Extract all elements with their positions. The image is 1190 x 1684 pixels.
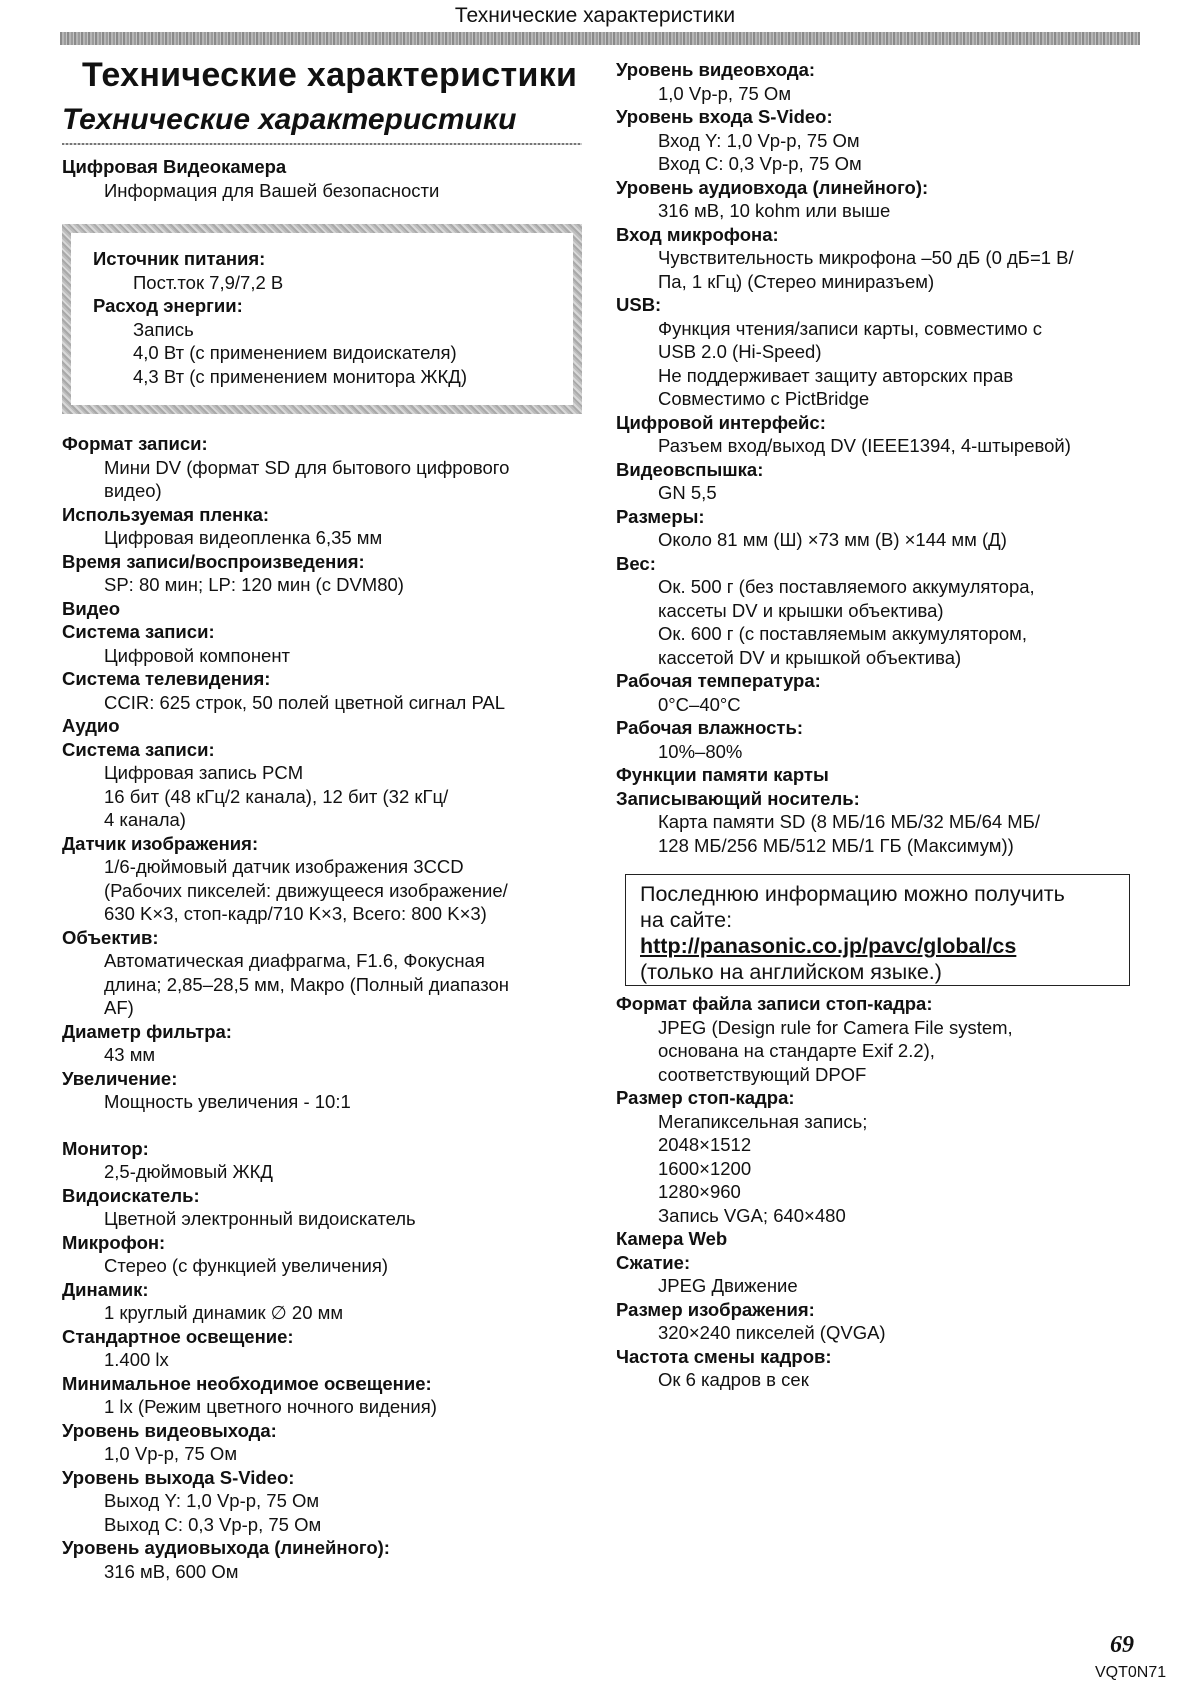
consumption-label: Расход энергии:: [93, 295, 243, 316]
spacer: [62, 1114, 592, 1137]
spec-label: Объектив:: [62, 926, 159, 948]
spec-value: 0°C–40°C: [658, 693, 741, 715]
spec-label: Размеры:: [616, 505, 705, 527]
section-heading: Видео: [62, 597, 121, 619]
spec-value: JPEG Движение: [658, 1275, 798, 1296]
spec-value: 1/6-дюймовый датчик изображения 3CCD: [104, 856, 464, 877]
document-code: VQT0N71: [1095, 1664, 1167, 1681]
spec-value: 1600×1200: [658, 1157, 752, 1179]
spec-value: Карта памяти SD (8 МБ/16 МБ/32 МБ/64 МБ/: [658, 811, 1040, 832]
spec-value: 320×240 пикселей (QVGA): [658, 1322, 886, 1343]
spec-label: Динамик:: [62, 1278, 149, 1300]
spec-value: Выход Y: 1,0 Vp-p, 75 Ом: [104, 1490, 320, 1511]
info-line: (только на английском языке.): [640, 960, 942, 984]
spec-value: Мегапиксельная запись;: [658, 1110, 868, 1132]
spec-label: Видоискатель:: [62, 1184, 200, 1206]
spec-label: Минимальное необходимое освещение:: [62, 1372, 432, 1394]
spec-value: Функция чтения/записи карты, совместимо с: [658, 317, 1043, 339]
spec-value: 1.400 lx: [104, 1349, 169, 1370]
spec-label: Диаметр фильтра:: [62, 1020, 232, 1042]
spec-value: Совместимо с PictBridge: [658, 388, 870, 409]
spec-label: Вход микрофона:: [616, 223, 779, 245]
spec-label: Уровень входа S-Video:: [616, 106, 833, 127]
spec-value: Па, 1 кГц) (Стерео миниразъем): [658, 270, 935, 292]
spec-value: Разъем вход/выход DV (IEEE1394, 4-штыревой): [658, 435, 1071, 456]
page-number: 69: [1110, 1632, 1134, 1658]
spec-label: Система телевидения:: [62, 668, 271, 689]
spec-value: Мини DV (формат SD для бытового цифрового: [104, 456, 510, 478]
info-line: Последнюю информацию можно получить: [640, 882, 1065, 906]
spec-value: 2,5-дюймовый ЖКД: [104, 1161, 273, 1182]
spec-label: Используемая пленка:: [62, 503, 270, 525]
spec-value: USB 2.0 (Hi-Speed): [658, 341, 822, 362]
spec-value: Выход С: 0,3 Vp-p, 75 Ом: [104, 1513, 322, 1535]
power-value: Пост.ток 7,9/7,2 В: [133, 271, 284, 293]
spec-label: Микрофон:: [62, 1231, 166, 1253]
spec-value: 2048×1512: [658, 1134, 752, 1155]
spec-label: Видеовспышка:: [616, 458, 764, 480]
spec-label: Датчик изображения:: [62, 832, 259, 854]
power-label: Источник питания:: [93, 248, 266, 269]
info-box: [625, 874, 1130, 986]
spec-label: Формат файла записи стоп-кадра:: [616, 993, 933, 1014]
spec-value: Мощность увеличения - 10:1: [104, 1091, 351, 1112]
spec-value: 1 lx (Режим цветного ночного видения): [104, 1396, 437, 1417]
subtitle-rule: [62, 143, 582, 145]
spec-value: GN 5,5: [658, 482, 717, 503]
spec-value: Ок. 500 г (без поставляемого аккумулятора,: [658, 576, 1035, 597]
spec-value: Цифровая видеопленка 6,35 мм: [104, 527, 383, 548]
spec-label: Размер изображения:: [616, 1298, 815, 1320]
spec-value: 1 круглый динамик ∅ 20 мм: [104, 1302, 344, 1323]
spec-label: Увеличение:: [62, 1067, 178, 1089]
spec-value: 43 мм: [104, 1044, 156, 1065]
section-heading: Аудио: [62, 715, 120, 736]
spec-value: основана на стандарте Exif 2.2),: [658, 1040, 935, 1061]
spec-label: Уровень видеовыхода:: [62, 1419, 277, 1441]
spec-label: Уровень аудиовыхода (линейного):: [62, 1537, 390, 1558]
spec-value: 316 мВ, 600 Ом: [104, 1560, 239, 1582]
spec-label: Стандартное освещение:: [62, 1325, 294, 1347]
spec-value: Цифровая запись PCM: [104, 762, 304, 783]
left-specs: [62, 432, 592, 1583]
running-header: Технические характеристики: [454, 4, 736, 27]
spec-value: 10%–80%: [658, 740, 743, 762]
spec-value: Вход С: 0,3 Vp-p, 75 Ом: [658, 153, 862, 174]
spec-value: соответствующий DPOF: [658, 1063, 867, 1085]
spec-value: Автоматическая диафрагма, F1.6, Фокусная: [104, 950, 485, 971]
spec-value: кассетой DV и крышкой объектива): [658, 646, 962, 668]
spec-value: 1,0 Vp-p, 75 Ом: [104, 1443, 238, 1464]
spec-value: 316 мВ, 10 kohm или выше: [658, 200, 891, 221]
spec-label: Частота смены кадров:: [616, 1345, 832, 1367]
spec-label: Сжатие:: [616, 1251, 691, 1273]
spec-value: Стерео (с функцией увеличения): [104, 1255, 389, 1276]
spec-value: видео): [104, 480, 162, 501]
spec-value: кассеты DV и крышки объектива): [658, 599, 944, 621]
spec-label: Уровень выхода S-Video:: [62, 1466, 295, 1488]
spec-value: Около 81 мм (Ш) ×73 мм (В) ×144 мм (Д): [658, 529, 1007, 550]
spec-value: Не поддерживает защиту авторских прав: [658, 364, 1014, 386]
spec-value: 630 K×3, стоп-кадр/710 K×3, Всего: 800 K×3): [104, 903, 487, 924]
spec-value: длина; 2,85–28,5 мм, Макро (Полный диапазон: [104, 973, 510, 995]
spec-value: AF): [104, 997, 134, 1018]
spec-label: Формат записи:: [62, 433, 208, 454]
safety-box: [62, 224, 582, 414]
spec-value: 4 канала): [104, 809, 186, 830]
section-heading: Камера Web: [616, 1228, 728, 1249]
section-heading: Функции памяти карты: [616, 764, 829, 785]
spec-label: USB:: [616, 294, 662, 315]
spec-label: Система записи:: [62, 738, 215, 760]
spec-label: Размер стоп-кадра:: [616, 1087, 795, 1108]
right-specs-bottom: [616, 992, 1136, 1392]
spec-label: Система записи:: [62, 621, 215, 642]
spec-value: 1,0 Vp-p, 75 Ом: [658, 82, 792, 104]
spec-value: Ок. 600 г (с поставляемым аккумулятором,: [658, 623, 1027, 644]
spec-label: Время записи/воспроизведения:: [62, 550, 365, 572]
intro-block: [62, 155, 582, 202]
consumption-line: 4,3 Вт (с применением монитора ЖКД): [133, 365, 467, 387]
info-line: на сайте:: [640, 908, 733, 932]
spec-label: Записывающий носитель:: [616, 787, 860, 809]
sub-title: Технические характеристики: [62, 103, 517, 136]
spec-value: SP: 80 мин; LP: 120 мин (с DVM80): [104, 574, 404, 595]
spec-value: 128 МБ/256 МБ/512 МБ/1 ГБ (Максимум)): [658, 834, 1014, 856]
spec-label: Уровень аудиовхода (линейного):: [616, 176, 929, 198]
header-bar: [60, 32, 1140, 45]
consumption-line: Запись: [133, 318, 194, 340]
spec-label: Рабочая влажность:: [616, 717, 804, 738]
intro-value: Информация для Вашей безопасности: [104, 179, 440, 201]
spec-label: Вес:: [616, 552, 656, 574]
intro-label: Цифровая Видеокамера: [62, 156, 287, 177]
spec-value: Запись VGA; 640×480: [658, 1204, 846, 1226]
spec-label: Цифровой интерфейс:: [616, 411, 826, 433]
spec-value: Чувствительность микрофона –50 дБ (0 дБ=1 В/: [658, 247, 1074, 268]
spec-label: Уровень видеовхода:: [616, 59, 816, 80]
main-title: Технические характеристики: [82, 56, 578, 94]
spec-value: Ок 6 кадров в сек: [658, 1369, 809, 1390]
spec-value: 16 бит (48 кГц/2 канала), 12 бит (32 кГц/: [104, 785, 449, 807]
spec-value: Цветной электронный видоискатель: [104, 1208, 416, 1229]
support-url-link[interactable]: http://panasonic.co.jp/pavc/global/cs: [640, 934, 1017, 958]
spec-value: (Рабочих пикселей: движущееся изображение/: [104, 879, 508, 901]
spec-value: Цифровой компонент: [104, 644, 291, 666]
right-specs-top: [616, 58, 1136, 857]
consumption-line: 4,0 Вт (с применением видоискателя): [133, 342, 457, 363]
spec-value: Вход Y: 1,0 Vp-p, 75 Ом: [658, 129, 860, 151]
spec-value: JPEG (Design rule for Camera File system,: [658, 1016, 1013, 1038]
spec-value: 1280×960: [658, 1181, 741, 1202]
spec-label: Рабочая температура:: [616, 670, 821, 691]
spec-label: Монитор:: [62, 1137, 149, 1159]
spec-value: CCIR: 625 строк, 50 полей цветной сигнал PAL: [104, 691, 506, 713]
